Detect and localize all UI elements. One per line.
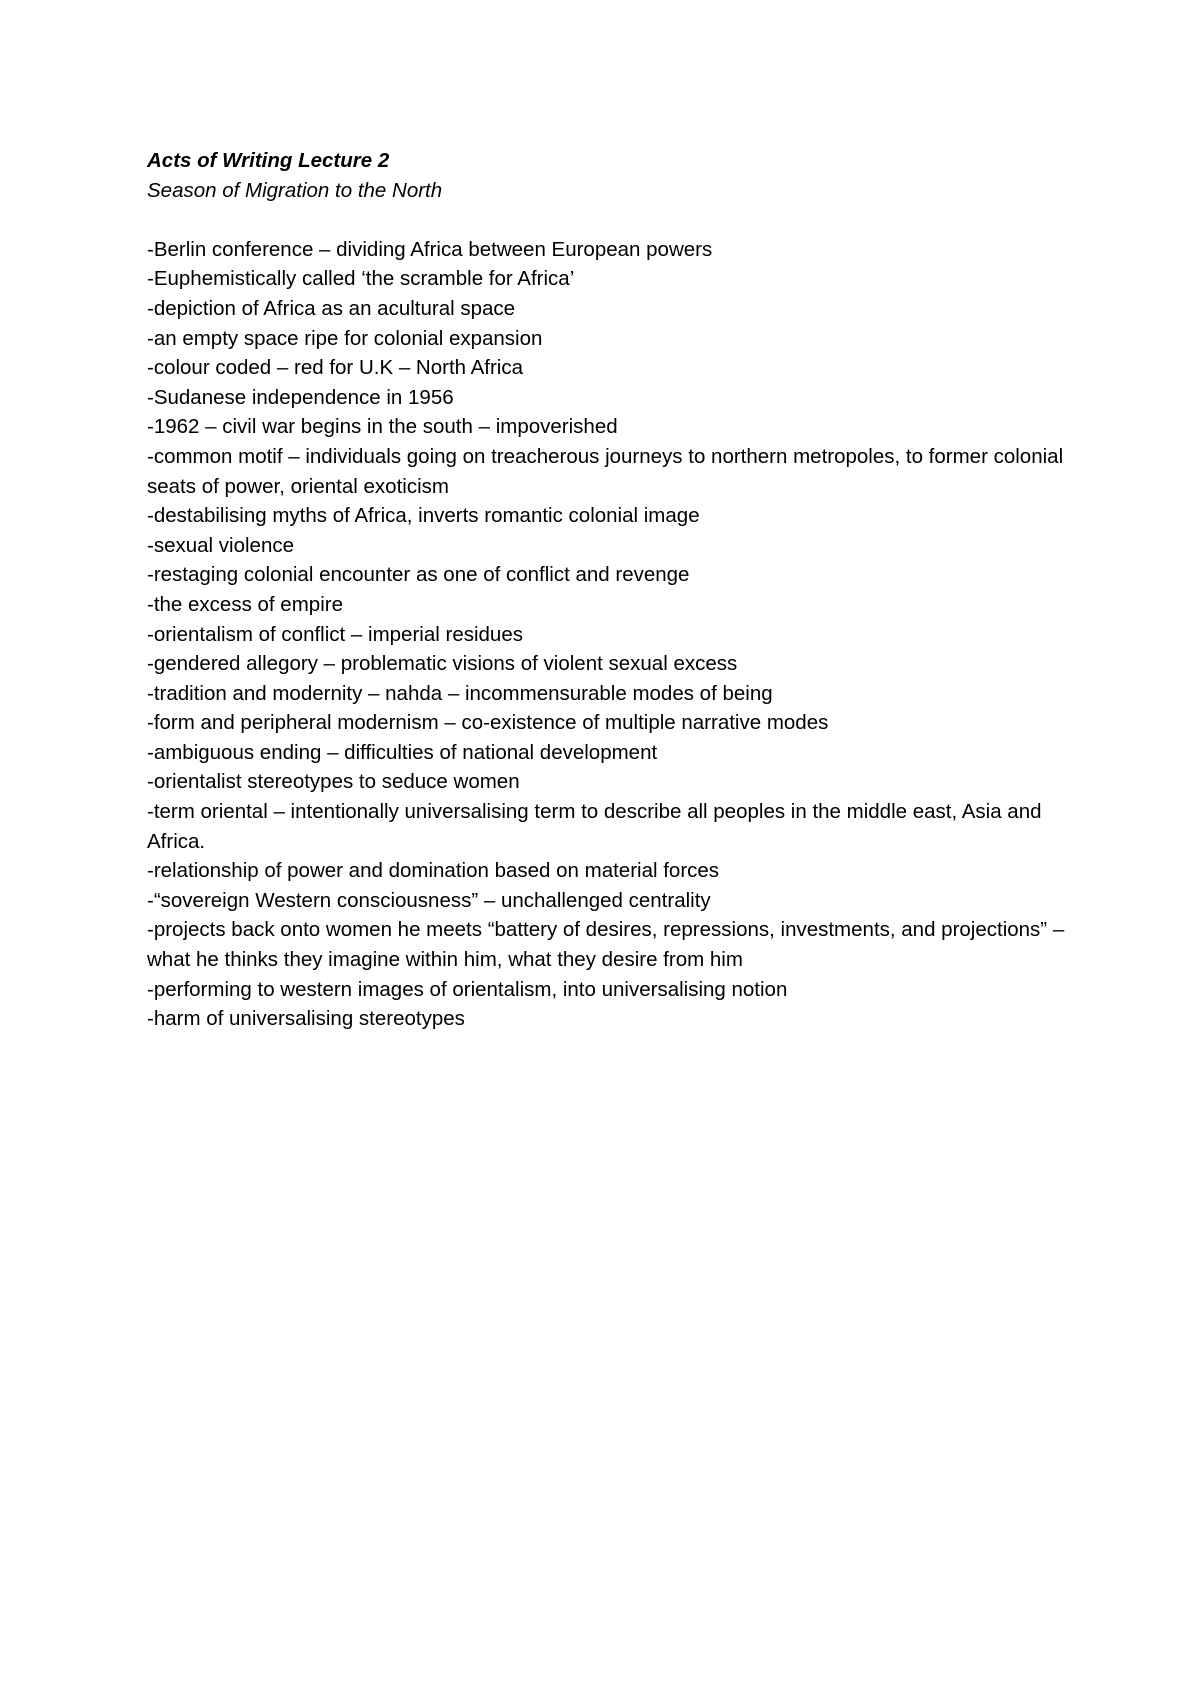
note-item: -term oriental – intentionally universalising term to describe all peoples in the middle east, Asia and Africa. (147, 800, 1042, 853)
note-item: -ambiguous ending – difficulties of national development (147, 740, 658, 764)
note-item: -form and peripheral modernism – co-existence of multiple narrative modes (147, 711, 829, 735)
note-item: -Berlin conference – dividing Africa between European powers (147, 237, 713, 261)
note-item: -1962 – civil war begins in the south – impoverished (147, 415, 618, 439)
note-item: -destabilising myths of Africa, inverts romantic colonial image (147, 504, 700, 528)
note-item: -tradition and modernity – nahda – incommensurable modes of being (147, 681, 773, 705)
note-item: -the excess of empire (147, 592, 343, 616)
document-body (147, 146, 1067, 1034)
document-title: Acts of Writing Lecture 2 (147, 149, 390, 172)
note-item: -colour coded – red for U.K – North Africa (147, 356, 524, 380)
note-item: -gendered allegory – problematic visions of violent sexual excess (147, 652, 738, 676)
note-item: -performing to western images of orientalism, into universalising notion (147, 977, 788, 1001)
note-item: -harm of universalising stereotypes (147, 1007, 465, 1031)
note-item: -an empty space ripe for colonial expansion (147, 326, 543, 350)
note-item: -Sudanese independence in 1956 (147, 385, 454, 409)
note-item: -Euphemistically called ‘the scramble for Africa’ (147, 267, 575, 291)
note-item: -common motif – individuals going on treacherous journeys to northern metropoles, to former colonial seats of power, oriental exoticism (147, 444, 1064, 498)
notes-list (147, 235, 1067, 1034)
note-item: -orientalist stereotypes to seduce women (147, 770, 520, 794)
note-item: -orientalism of conflict – imperial residues (147, 622, 523, 646)
note-item: -depiction of Africa as an acultural space (147, 296, 516, 320)
note-item: -projects back onto women he meets “battery of desires, repressions, investments, and projections” – what he thinks they imagine within him, what they desire from him (147, 918, 1065, 972)
note-item: -relationship of power and domination based on material forces (147, 859, 720, 883)
note-item: -“sovereign Western consciousness” – unchallenged centrality (147, 888, 711, 912)
note-item: -restaging colonial encounter as one of conflict and revenge (147, 563, 690, 587)
document-subtitle: Season of Migration to the North (147, 178, 443, 202)
note-item: -sexual violence (147, 533, 294, 557)
